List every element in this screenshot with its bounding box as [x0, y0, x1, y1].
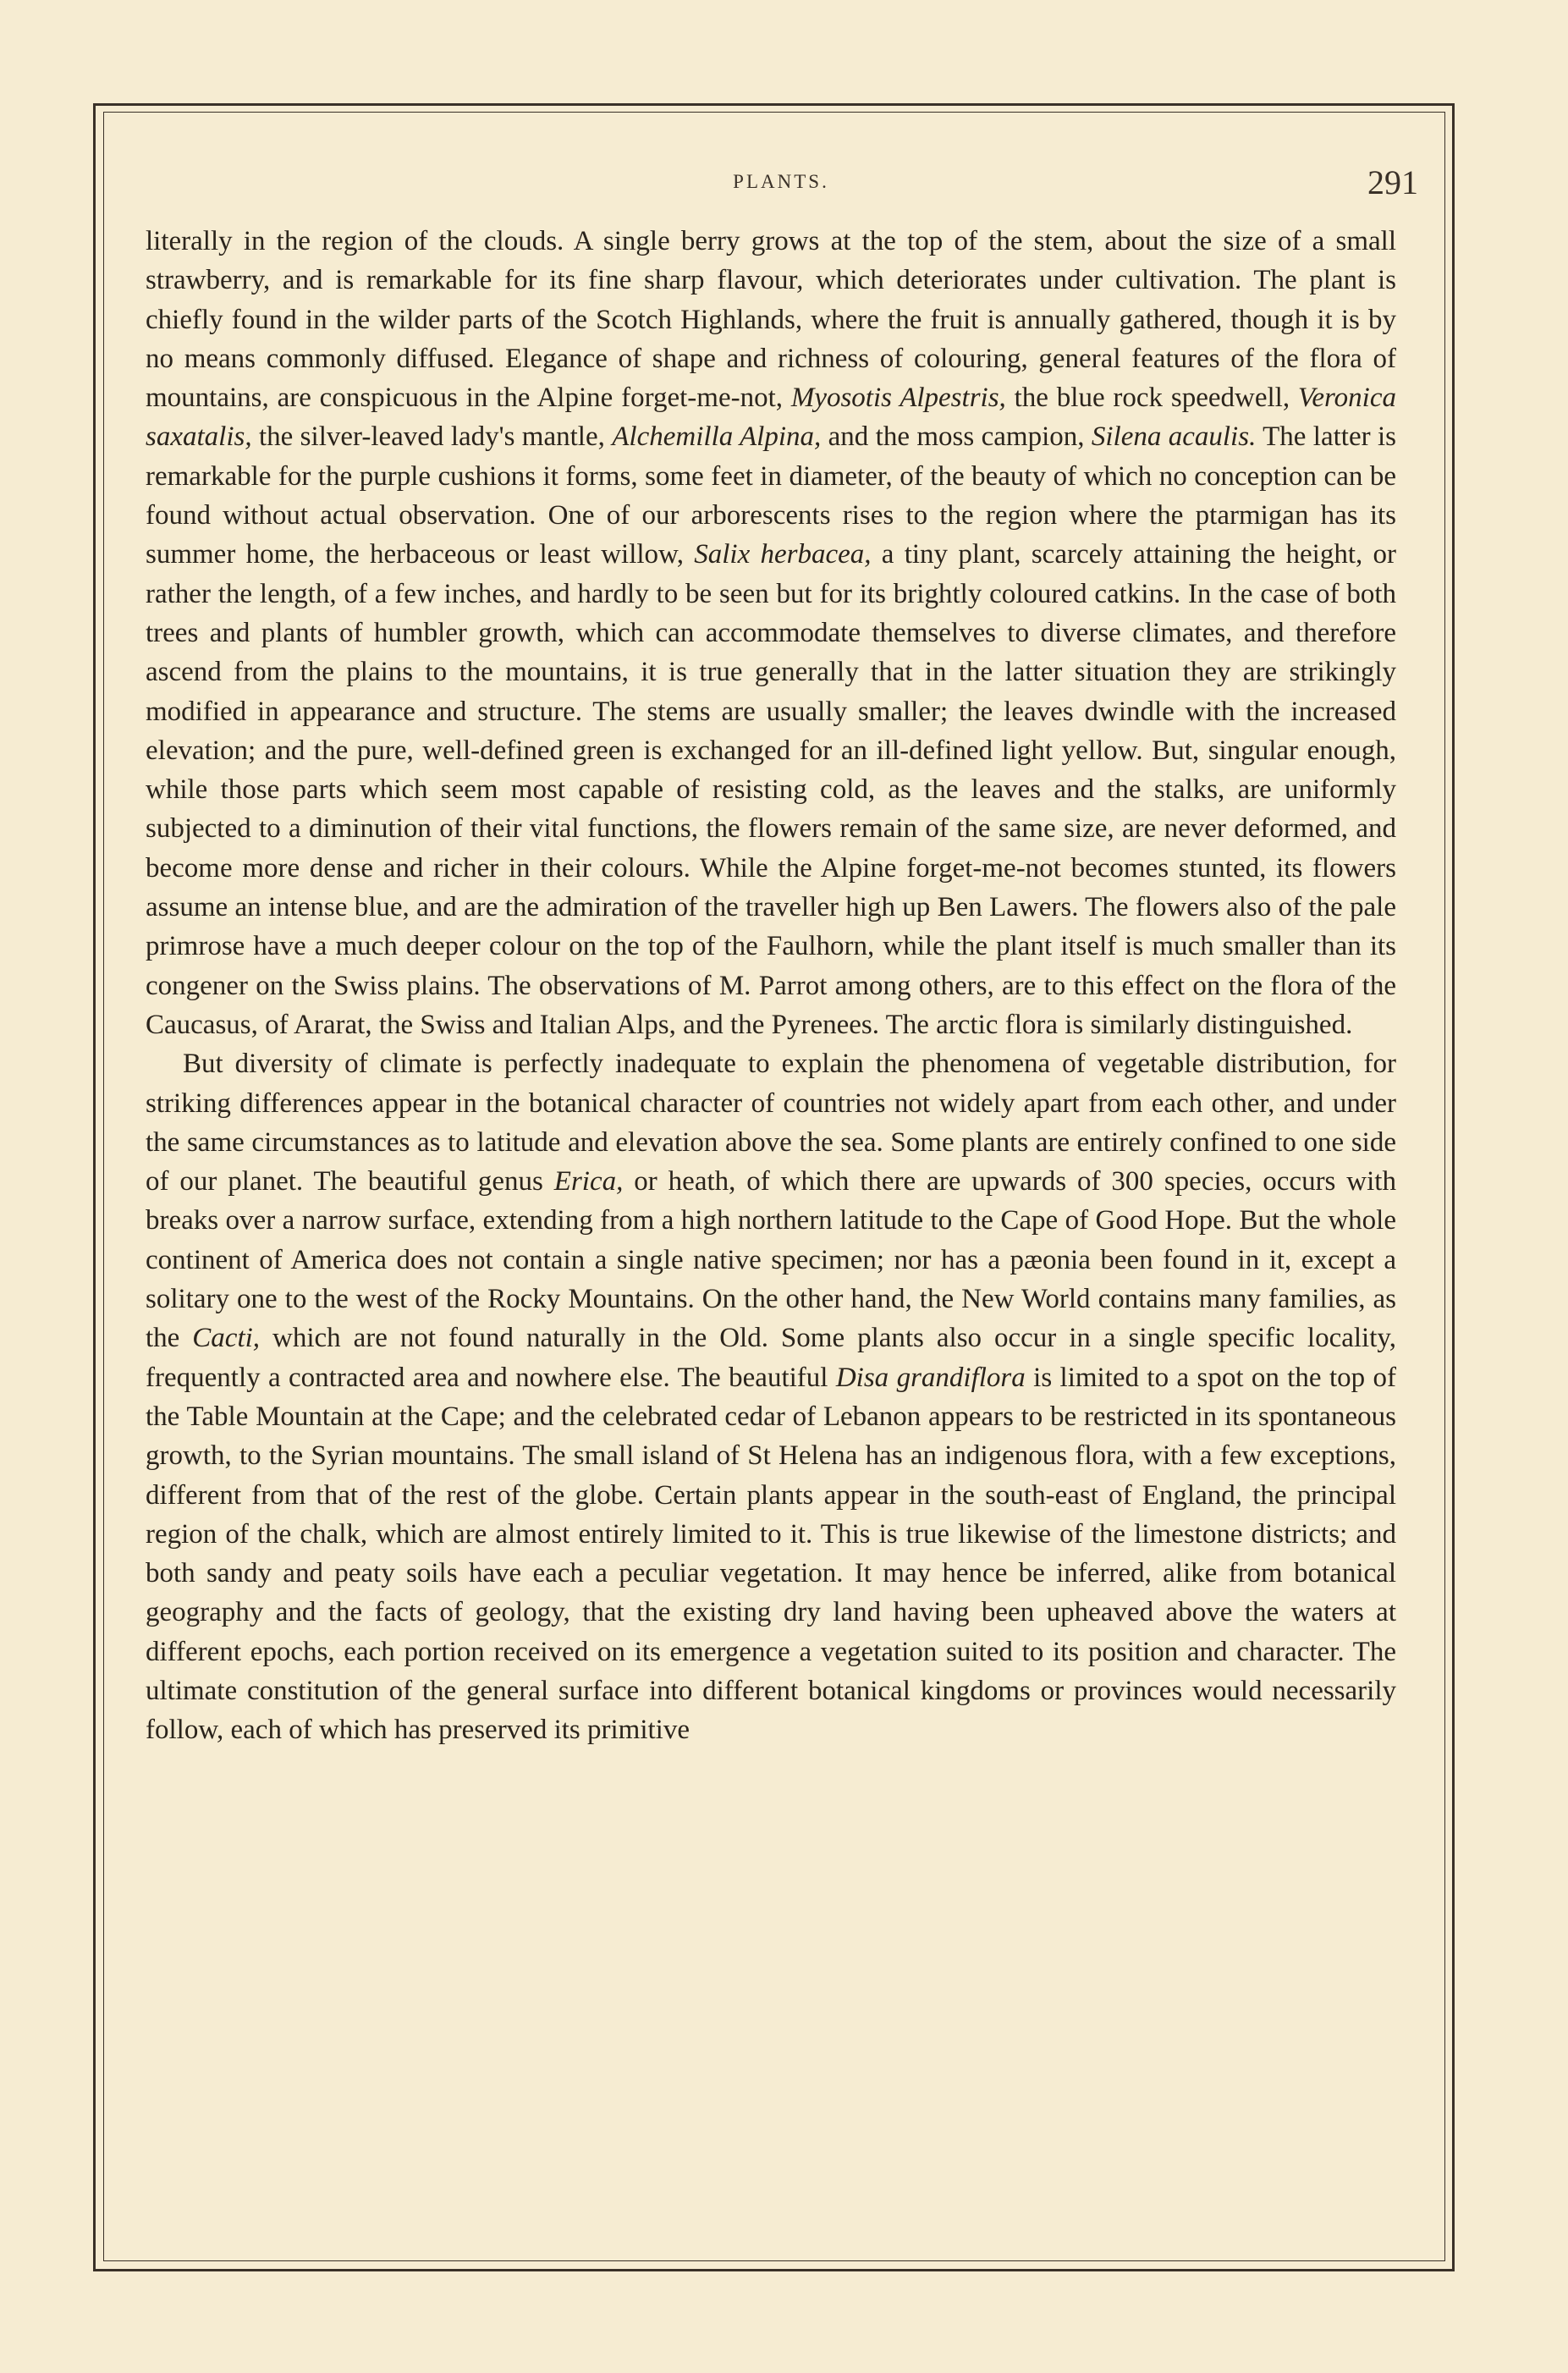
text-run: is limited to a spot on the top of the Table Mountain at the Cape; and the celebrated cedar of Lebanon appears to be restricted in its spontaneous growth, to the Syrian mountains. The small island of St Helena has an indigenous flora, with a few exceptions, different from that of the rest of the globe. Certain plants appear in the south-east of England, the principal region of the chalk, which are almost entirely limited to it. This is true likewise of the limestone districts; and both sandy and peaty soils have each a peculiar vegetation. It may hence be inferred, alike from botanical geography and the facts of geology, that the existing dry land having been upheaved above the waters at different epochs, each portion received on its emergence a vegetation suited to its position and character. The ultimate constitution of the general surface into different botanical kingdoms or provinces would necessarily follow, each of which has preserved its primitive	[146, 1362, 1396, 1746]
text-run: and the moss campion,	[821, 421, 1092, 453]
running-title: PLANTS.	[733, 171, 829, 192]
text-run: the blue rock speedwell,	[1005, 383, 1298, 414]
text-run: literally in the region of the clouds. A single berry grows at the top of the stem, about the size of a small strawberry, and is remarkable for its fine sharp flavour, which deteriorates under cultivation. The plant is chiefly found in the wilder parts of the Scotch Highlands, where the fruit is annually gathered, though it is by no means commonly diffused. Elegance of shape and richness of colouring, general features of the flora of mountains, are conspicuous in the Alpine forget-me-not,	[146, 226, 1396, 414]
text-run: But diversity of climate is perfectly inadequate to explain the phenomena of vegetable distribution, for striking differences appear in the botanical character of countries not widely apart from each other, and under the same circumstances as to latitude and elevation above the sea. Some plants are entirely confined to one side of our planet. The beautiful genus	[146, 1049, 1396, 1198]
paragraph-2	[146, 1044, 1396, 1749]
page-number: 291	[1367, 163, 1418, 201]
species-name: Veronica saxatalis,	[146, 383, 1396, 453]
body-text	[146, 222, 1396, 1750]
species-name: Disa grandiflora	[835, 1362, 1026, 1393]
text-run: which are not found naturally in the Old. Some plants also occur in a single specific locality, frequently a contracted area and nowhere else. The beautiful	[146, 1323, 1396, 1393]
text-run: or heath, of which there are upwards of 300 species, occurs with breaks over a narrow surface, extending from a high northern latitude to the Cape of Good Hope. But the whole continent of America does not contain a single native specimen; nor has a pæonia been found in it, except a solitary one to the west of the Rocky Mountains. On the other hand, the New World contains many families, as the	[146, 1166, 1396, 1354]
text-run: the silver-leaved lady's mantle,	[251, 421, 613, 453]
running-head	[118, 163, 1444, 208]
species-name: Salix herbacea,	[694, 539, 872, 570]
species-name: Myosotis Alpestris,	[790, 383, 1006, 414]
species-name: Silena acaulis.	[1091, 421, 1257, 453]
text-run: The latter is remarkable for the purple cushions it forms, some feet in diameter, of the beauty of which no conception can be found without actual observation. One of our arborescents rises to the region where the ptarmigan has its summer home, the herbaceous or least willow,	[146, 421, 1396, 570]
species-name: Alchemilla Alpina,	[612, 421, 822, 453]
species-name: Erica,	[553, 1166, 624, 1198]
text-run: a tiny plant, scarcely attaining the height, or rather the length, of a few inches, and hardly to be seen but for its brightly coloured catkins. In the case of both trees and plants of humbler growth, which can accommodate themselves to diverse climates, and therefore ascend from the plains to the mountains, it is true generally that in the latter situation they are strikingly modified in appearance and structure. The stems are usually smaller; the leaves dwindle with the increased elevation; and the pure, well-defined green is exchanged for an ill-defined light yellow. But, singular enough, while those parts which seem most capable of resisting cold, as the leaves and the stalks, are uniformly subjected to a diminution of their vital functions, the flowers remain of the same size, are never deformed, and become more dense and richer in their colours. While the Alpine forget-me-not becomes stunted, its flowers assume an intense blue, and are the admiration of the traveller high up Ben Lawers. The flowers also of the pale primrose have a much deeper colour on the top of the Faulhorn, while the plant itself is much smaller than its congener on the Swiss plains. The observations of M. Parrot among others, are to this effect on the flora of the Caucasus, of Ararat, the Swiss and Italian Alps, and the Pyrenees. The arctic flora is similarly distinguished.	[146, 539, 1396, 1040]
species-name: Cacti,	[192, 1323, 261, 1354]
paragraph-1	[146, 222, 1396, 1044]
